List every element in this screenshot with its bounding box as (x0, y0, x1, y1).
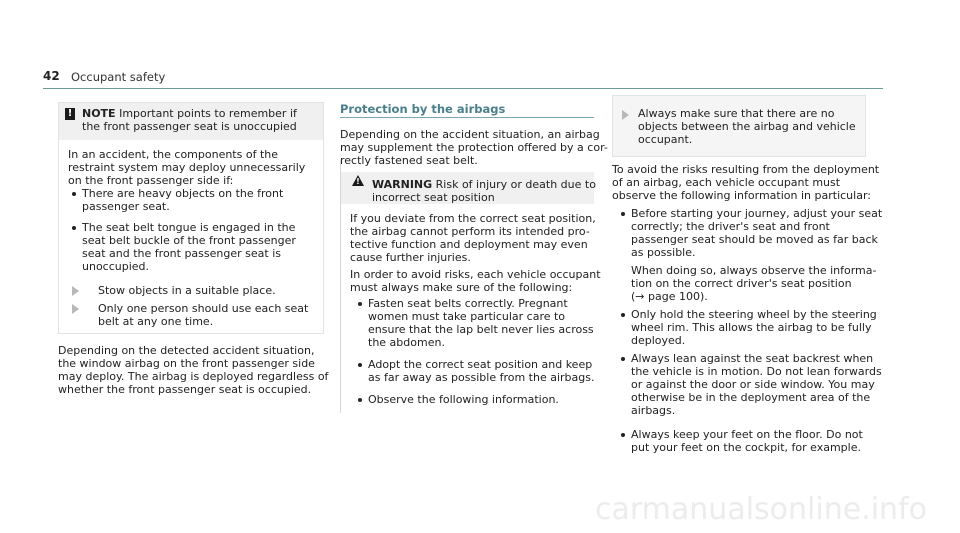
bullet-icon (621, 212, 625, 216)
col2-intro-3: rectly fastened seat belt. (340, 154, 478, 167)
col3-bullet1-3: passenger seat should be moved as far back (631, 233, 878, 246)
col3-bullet3-2: the vehicle is in motion. Do not lean forwards (631, 365, 882, 378)
col3-intro-1: To avoid the risks resulting from the deployment (612, 163, 880, 176)
tip-line3: occupant. (638, 133, 693, 146)
note-intro-2: restraint system may deploy unnecessarily (68, 161, 306, 174)
bullet-icon (621, 357, 625, 361)
note-bullet1-2: passenger seat. (82, 200, 170, 213)
page-number: 42 (43, 69, 60, 83)
bullet-icon (621, 313, 625, 317)
col3-bullet4-2: put your feet on the cockpit, for example. (631, 441, 861, 454)
tip-line2: objects between the airbag and vehicle (638, 120, 856, 133)
note-bullet1-1: There are heavy objects on the front (82, 187, 284, 200)
col3-bullet1-sub-2: tion on the correct driver's seat position (631, 277, 852, 290)
exclamation-icon: ! (65, 108, 75, 120)
note-bullet2-2: seat belt buckle of the front passenger (82, 234, 296, 247)
warn-bullet3: Observe the following information. (368, 393, 559, 406)
step-arrow-icon (72, 304, 79, 314)
bullet-icon (358, 363, 362, 367)
col3-bullet1-sub-3: (→ page 100). (631, 290, 708, 303)
warning-title-line1 (372, 178, 596, 191)
bullet-icon (72, 226, 76, 230)
col3-bullet2-2: wheel rim. This allows the airbag to be fully (631, 321, 872, 334)
note-bullet2-3: seat and the front passenger seat is (82, 247, 281, 260)
bullet-icon (358, 398, 362, 402)
col1-para-3: may deploy. The airbag is deployed regardless of (58, 370, 329, 383)
warn-para1-3: tective function and deployment may even (350, 238, 588, 251)
col3-bullet1-2: correctly; the driver's seat and front (631, 220, 830, 233)
warn-para1-1: If you deviate from the correct seat position, (350, 212, 596, 225)
warn-para1-4: cause further injuries. (350, 251, 471, 264)
note-step2-2: belt at any one time. (98, 315, 214, 328)
col3-bullet3-5: airbags. (631, 404, 676, 417)
section-heading-rule (340, 117, 594, 118)
warn-para2-2: must always make sure of the following: (350, 281, 573, 294)
note-box (58, 102, 324, 334)
warn-para2-1: In order to avoid risks, each vehicle occupant (350, 268, 601, 281)
col3-bullet3-3: or against the door or side window. You may (631, 378, 875, 391)
col3-bullet2-3: deployed. (631, 334, 686, 347)
bullet-icon (621, 433, 625, 437)
bullet-icon (358, 302, 362, 306)
warning-text2: incorrect seat position (372, 191, 495, 204)
col3-intro-2: of an airbag, each vehicle occupant must (612, 176, 841, 189)
section-title: Occupant safety (71, 70, 166, 84)
col1-para-1: Depending on the detected accident situation, (58, 344, 315, 357)
note-bullet2-4: unoccupied. (82, 260, 150, 273)
note-bullet2-1: The seat belt tongue is engaged in the (82, 221, 296, 234)
bullet-icon (72, 192, 76, 196)
step-arrow-icon (72, 286, 79, 296)
note-label: NOTE (82, 107, 116, 120)
col3-intro-3: observe the following information in particular: (612, 189, 871, 202)
warn-bullet1-3: ensure that the lap belt never lies across (368, 323, 594, 336)
warn-bullet1-2: women must take particular care to (368, 310, 566, 323)
warning-exclamation: ! (356, 177, 360, 186)
col3-bullet3-4: otherwise be in the deployment area of the (631, 391, 871, 404)
note-step1: Stow objects in a suitable place. (98, 284, 276, 297)
section-heading: Protection by the airbags (340, 102, 506, 116)
note-title-line1 (82, 107, 297, 120)
warn-para1-2: the airbag cannot perform its intended pro- (350, 225, 590, 238)
note-step2-1: Only one person should use each seat (98, 302, 309, 315)
note-text2: the front passenger seat is unoccupied (82, 120, 297, 133)
header-rule (43, 88, 883, 89)
col2-intro-1: Depending on the accident situation, an airbag (340, 128, 600, 141)
step-arrow-icon (622, 110, 629, 120)
col3-bullet3-1: Always lean against the seat backrest when (631, 352, 874, 365)
warn-bullet2-2: as far away as possible from the airbags. (368, 371, 595, 384)
note-intro-3: on the front passenger side if: (68, 174, 234, 187)
col3-bullet4-1: Always keep your feet on the floor. Do not (631, 428, 863, 441)
note-intro-1: In an accident, the components of the (68, 148, 278, 161)
tip-line1: Always make sure that there are no (638, 107, 835, 120)
col1-para-2: the window airbag on the front passenger side (58, 357, 315, 370)
warn-bullet1-1: Fasten seat belts correctly. Pregnant (368, 297, 568, 310)
col3-bullet1-1: Before starting your journey, adjust your seat (631, 207, 883, 220)
col2-intro-2: may supplement the protection offered by a cor- (340, 141, 608, 154)
col3-bullet1-sub-1: When doing so, always observe the informa- (631, 264, 877, 277)
col1-para-4: whether the front passenger seat is occupied. (58, 383, 312, 396)
warning-label: WARNING (372, 178, 433, 191)
col3-bullet1-4: as possible. (631, 246, 696, 259)
col3-bullet2-1: Only hold the steering wheel by the steering (631, 308, 877, 321)
watermark: carmanualsonline.info (595, 492, 927, 527)
warn-bullet2-1: Adopt the correct seat position and keep (368, 358, 593, 371)
warn-bullet1-4: the abdomen. (368, 336, 445, 349)
warning-text1: Risk of injury or death due to (435, 178, 596, 191)
note-text1: Important points to remember if (119, 107, 297, 120)
